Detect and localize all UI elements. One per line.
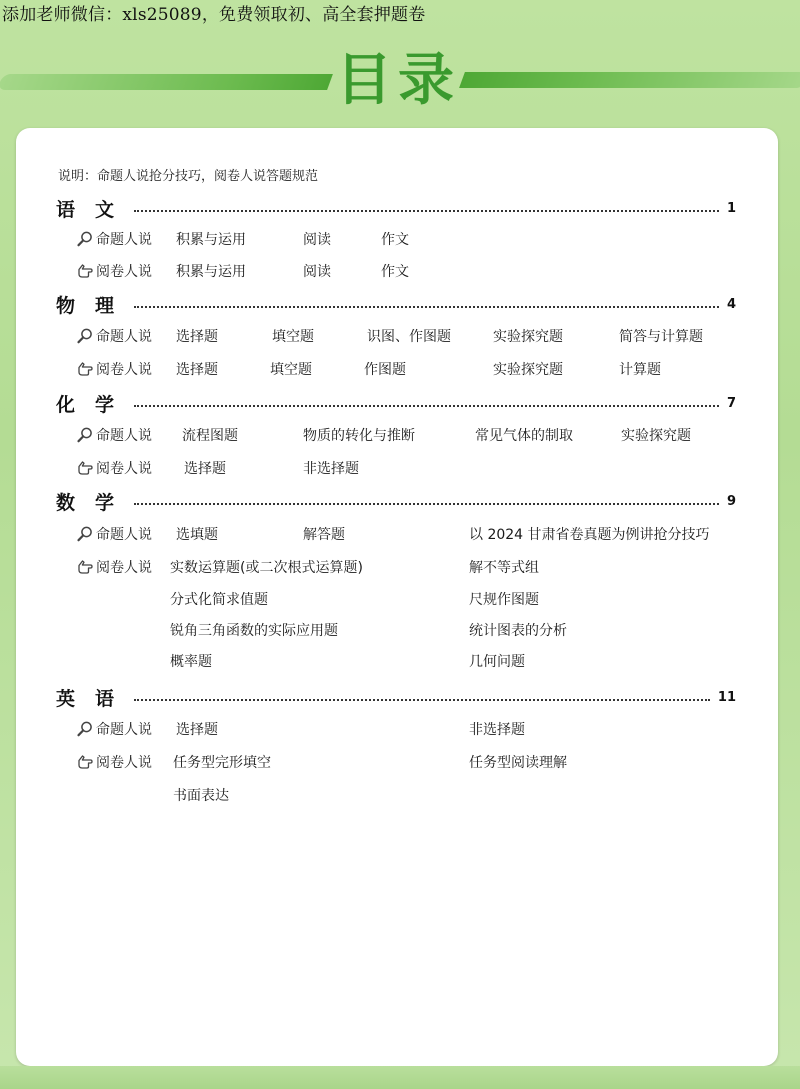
banner-stripe-left	[0, 74, 333, 90]
subject-heading-chemistry[interactable]	[56, 389, 736, 417]
subject-title: 化学	[56, 393, 135, 416]
role-label: 阅卷人说	[96, 560, 152, 576]
magnifier-icon	[76, 720, 94, 738]
grader-role	[76, 458, 152, 478]
toc-item[interactable]: 锐角三角函数的实际应用题	[170, 623, 338, 639]
role-label: 阅卷人说	[96, 264, 152, 280]
toc-item[interactable]: 非选择题	[469, 722, 525, 738]
toc-item[interactable]: 识图、作图题	[367, 329, 451, 345]
role-label: 命题人说	[96, 722, 152, 738]
pointing-hand-icon	[76, 558, 94, 576]
toc-item[interactable]: 解答题	[303, 527, 345, 543]
role-label: 阅卷人说	[96, 755, 152, 771]
toc-item[interactable]: 解不等式组	[469, 560, 539, 576]
role-label: 命题人说	[96, 527, 152, 543]
magnifier-icon	[76, 426, 94, 444]
toc-item[interactable]: 任务型完形填空	[173, 755, 271, 771]
page-number: 7	[726, 395, 736, 411]
toc-item[interactable]: 实数运算题(或二次根式运算题)	[170, 560, 363, 576]
toc-banner	[0, 44, 800, 124]
proposer-role	[76, 229, 152, 249]
toc-item[interactable]: 实验探究题	[493, 329, 563, 345]
subject-heading-english[interactable]	[56, 683, 736, 711]
role-label: 阅卷人说	[96, 461, 152, 477]
subject-heading-math[interactable]	[56, 487, 736, 515]
toc-item[interactable]: 选择题	[176, 362, 218, 378]
pointing-hand-icon	[76, 753, 94, 771]
page-number: 4	[726, 296, 736, 312]
proposer-role	[76, 326, 152, 346]
role-label: 命题人说	[96, 329, 152, 345]
page-number: 11	[717, 689, 736, 705]
subject-heading-chinese[interactable]	[56, 194, 736, 222]
toc-item[interactable]: 积累与运用	[176, 232, 246, 248]
toc-item[interactable]: 尺规作图题	[469, 592, 539, 608]
toc-item[interactable]: 作文	[381, 264, 409, 280]
toc-note: 说明：命题人说抢分技巧，阅卷人说答题规范	[58, 169, 319, 184]
pointing-hand-icon	[76, 360, 94, 378]
dot-leader	[134, 699, 710, 701]
toc-item[interactable]: 作文	[381, 232, 409, 248]
toc-item[interactable]: 分式化简求值题	[170, 592, 268, 608]
toc-item[interactable]: 选择题	[176, 329, 218, 345]
toc-item[interactable]: 阅读	[303, 264, 331, 280]
proposer-role	[76, 425, 152, 445]
dot-leader	[134, 306, 719, 308]
toc-item[interactable]: 简答与计算题	[619, 329, 703, 345]
toc-item[interactable]: 以 2024 甘肃省卷真题为例讲抢分技巧	[469, 527, 710, 543]
toc-item[interactable]: 阅读	[303, 232, 331, 248]
toc-card	[16, 128, 778, 1066]
magnifier-icon	[76, 230, 94, 248]
grader-role	[76, 557, 152, 577]
toc-item[interactable]: 积累与运用	[176, 264, 246, 280]
toc-item[interactable]: 统计图表的分析	[469, 623, 567, 639]
toc-item[interactable]: 选填题	[176, 527, 218, 543]
role-label: 命题人说	[96, 232, 152, 248]
toc-item[interactable]: 填空题	[272, 329, 314, 345]
subject-title: 语文	[56, 198, 135, 221]
page-title: 目录	[336, 48, 460, 113]
watermark-text: 添加老师微信：xls25089，免费领取初、高全套押题卷	[2, 5, 426, 25]
toc-item[interactable]: 实验探究题	[493, 362, 563, 378]
dot-leader	[134, 405, 719, 407]
toc-item[interactable]: 填空题	[270, 362, 312, 378]
toc-item[interactable]: 作图题	[364, 362, 406, 378]
toc-item[interactable]: 几何问题	[469, 654, 525, 670]
toc-item[interactable]: 常见气体的制取	[475, 428, 573, 444]
dot-leader	[134, 210, 719, 212]
grader-role	[76, 752, 152, 772]
toc-item[interactable]: 概率题	[170, 654, 212, 670]
toc-item[interactable]: 选择题	[184, 461, 226, 477]
page-number: 9	[726, 493, 736, 509]
toc-item[interactable]: 物质的转化与推断	[303, 428, 415, 444]
proposer-role	[76, 719, 152, 739]
proposer-role	[76, 524, 152, 544]
magnifier-icon	[76, 525, 94, 543]
toc-item[interactable]: 选择题	[176, 722, 218, 738]
role-label: 命题人说	[96, 428, 152, 444]
dot-leader	[134, 503, 719, 505]
toc-item[interactable]: 任务型阅读理解	[469, 755, 567, 771]
bottom-background-strip	[0, 1066, 800, 1089]
toc-item[interactable]: 计算题	[619, 362, 661, 378]
toc-item[interactable]: 流程图题	[182, 428, 238, 444]
banner-stripe-right	[459, 72, 800, 88]
pointing-hand-icon	[76, 459, 94, 477]
subject-title: 英语	[56, 687, 135, 710]
subject-heading-physics[interactable]	[56, 290, 736, 318]
subject-title: 数学	[56, 491, 135, 514]
toc-item[interactable]: 非选择题	[303, 461, 359, 477]
page-number: 1	[726, 200, 736, 216]
role-label: 阅卷人说	[96, 362, 152, 378]
magnifier-icon	[76, 327, 94, 345]
toc-item[interactable]: 书面表达	[173, 788, 229, 804]
subject-title: 物理	[56, 294, 135, 317]
grader-role	[76, 359, 152, 379]
grader-role	[76, 261, 152, 281]
pointing-hand-icon	[76, 262, 94, 280]
toc-item[interactable]: 实验探究题	[621, 428, 691, 444]
